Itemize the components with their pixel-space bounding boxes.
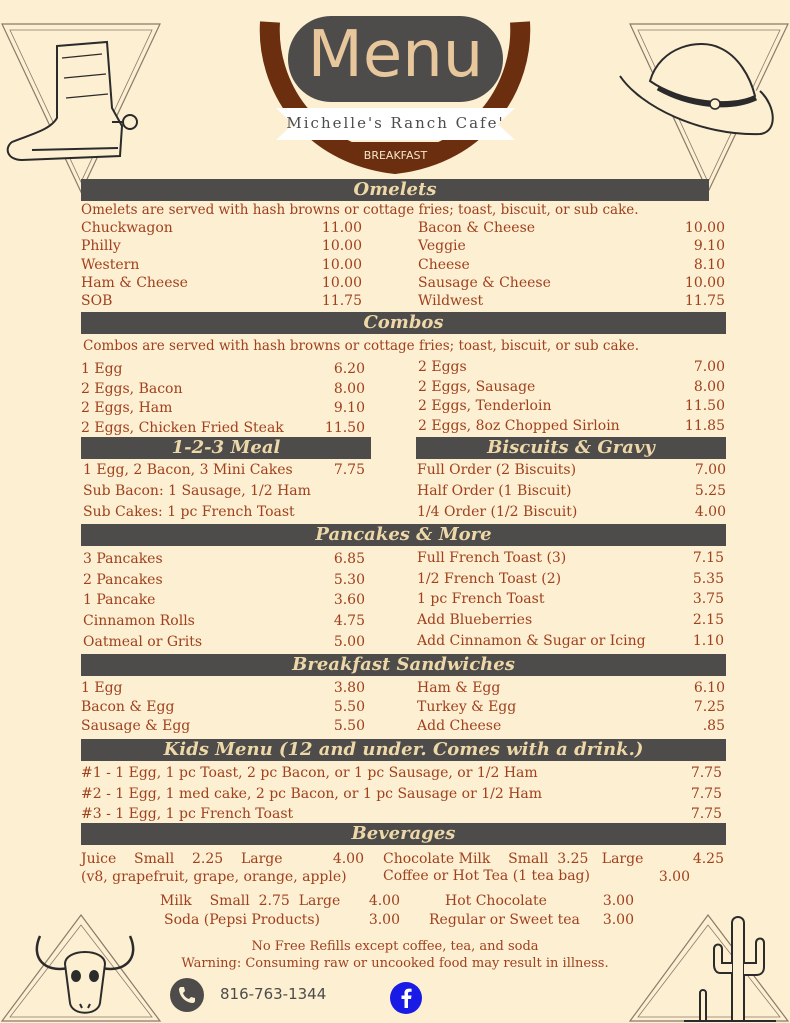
soda-line: Soda (Pepsi Products) xyxy=(164,912,321,928)
menu-item-price: 7.25 xyxy=(693,699,725,715)
menu-item-name: #2 - 1 Egg, 1 med cake, 2 pc Bacon, or 1 pc Sausage or 1/2 Ham xyxy=(81,785,543,802)
milk-price: 4.00 xyxy=(368,893,400,909)
phone-icon xyxy=(170,978,204,1012)
biscuits-heading: Biscuits & Gravy xyxy=(416,437,726,459)
juice-line: Juice Small 2.25 Large xyxy=(81,851,283,867)
menu-item-name: #3 - 1 Egg, 1 pc French Toast xyxy=(81,806,294,822)
menu-item-price: 11.85 xyxy=(684,418,725,435)
menu-item-name: Add Cheese xyxy=(417,718,502,734)
menu-item-price: 5.00 xyxy=(333,633,365,650)
combos-description: Combos are served with hash browns or cottage fries; toast, biscuit, or sub cake. xyxy=(83,338,639,354)
menu-item-price: 5.30 xyxy=(333,571,365,588)
menu-item-name: Ham & Egg xyxy=(417,680,501,696)
menu-item-name: Cinnamon Rolls xyxy=(83,613,195,630)
menu-item-name: #1 - 1 Egg, 1 pc Toast, 2 pc Bacon, or 1 pc Sausage, or 1/2 Ham xyxy=(81,765,538,781)
menu-item-price: 10.00 xyxy=(321,256,362,273)
menu-item-price: 5.50 xyxy=(333,699,365,715)
menu-item-price: 11.00 xyxy=(321,220,362,236)
menu-item-name: Add Cinnamon & Sugar or Icing xyxy=(417,632,646,649)
sandwiches-heading: Breakfast Sandwiches xyxy=(81,654,726,676)
menu-item-price: 3.80 xyxy=(333,680,365,696)
menu-item-price: 7.75 xyxy=(690,765,722,781)
menu-item-price: 2.15 xyxy=(692,612,724,629)
menu-item-name: Cheese xyxy=(418,256,470,273)
cowboy-boot-icon xyxy=(2,38,152,168)
omelets-heading: Omelets xyxy=(81,179,709,201)
menu-item-name: Western xyxy=(81,256,140,273)
menu-item-name: Chuckwagon xyxy=(81,220,173,236)
menu-item-name: Sub Bacon: 1 Sausage, 1/2 Ham xyxy=(83,483,311,499)
menu-item-name: 1/2 French Toast (2) xyxy=(417,570,562,587)
menu-item-price: 5.25 xyxy=(694,483,726,499)
menu-item-price: 9.10 xyxy=(333,400,365,417)
menu-item-name: Sausage & Egg xyxy=(81,718,191,734)
facebook-icon xyxy=(390,982,422,1014)
facebook-link[interactable] xyxy=(390,982,422,1014)
menu-item-price: 11.75 xyxy=(321,293,362,310)
milk-line: Milk Small 2.75 Large xyxy=(160,893,341,909)
menu-item-name: Bacon & Egg xyxy=(81,699,175,715)
menu-item-price: 10.00 xyxy=(321,238,362,255)
cafe-name: Michelle's Ranch Cafe' xyxy=(286,114,505,132)
menu-item-name: Add Blueberries xyxy=(417,612,533,629)
menu-item-price: 10.00 xyxy=(684,220,725,236)
menu-item-price: 1.10 xyxy=(692,632,724,649)
coffee-price: 3.00 xyxy=(658,869,690,885)
menu-item-price: 4.00 xyxy=(694,504,726,520)
beverages-heading: Beverages xyxy=(81,823,726,845)
menu-item-name: 2 Eggs, Bacon xyxy=(81,380,183,397)
menu-item-price: 10.00 xyxy=(321,274,362,291)
menu-item-name: Sub Cakes: 1 pc French Toast xyxy=(83,504,295,520)
menu-item-name: Veggie xyxy=(418,238,466,255)
chocolate-milk-line: Chocolate Milk Small 3.25 Large xyxy=(383,851,644,867)
menu-item-price: 9.10 xyxy=(693,238,725,255)
header-logo xyxy=(258,4,533,174)
menu-item-price: 10.00 xyxy=(684,274,725,291)
menu-item-name: 2 Eggs, Tenderloin xyxy=(418,398,552,415)
tea-price: 3.00 xyxy=(602,912,634,928)
menu-item-name: Ham & Cheese xyxy=(81,274,188,291)
menu-item-price: 8.10 xyxy=(693,256,725,273)
phone-number[interactable]: 816-763-1344 xyxy=(220,985,327,1003)
menu-item-price: 7.75 xyxy=(333,462,365,478)
refills-notice: No Free Refills except coffee, tea, and soda xyxy=(251,939,539,954)
hot-chocolate-price: 3.00 xyxy=(602,893,634,909)
menu-item-name: 1 Egg xyxy=(81,361,123,377)
juice-note: (v8, grapefruit, grape, orange, apple) xyxy=(81,869,347,885)
menu-item-price: 8.00 xyxy=(333,380,365,397)
menu-item-price: 7.00 xyxy=(694,462,726,478)
menu-item-name: 2 Eggs, Ham xyxy=(81,400,173,417)
menu-item-name: 2 Pancakes xyxy=(83,571,163,588)
menu-item-price: 4.75 xyxy=(333,613,365,630)
chocolate-milk-price: 4.25 xyxy=(692,851,724,867)
menu-item-name: 1 Pancake xyxy=(83,592,156,609)
menu-item-name: 2 Eggs xyxy=(418,359,467,375)
menu-item-name: Full Order (2 Biscuits) xyxy=(417,462,577,478)
menu-item-price: 6.10 xyxy=(693,680,725,696)
coffee-line: Coffee or Hot Tea (1 tea bag) xyxy=(383,868,590,884)
menu-item-name: Full French Toast (3) xyxy=(417,550,567,566)
menu-item-price: 11.50 xyxy=(684,398,725,415)
menu-item-price: 7.15 xyxy=(692,550,724,566)
menu-item-price: 6.20 xyxy=(333,361,365,377)
menu-item-price: 11.50 xyxy=(324,420,365,437)
menu-item-name: SOB xyxy=(81,293,113,310)
cowboy-hat-icon xyxy=(610,36,780,146)
menu-item-name: 2 Eggs, 8oz Chopped Sirloin xyxy=(418,418,620,435)
menu-item-price: 7.00 xyxy=(693,359,725,375)
menu-item-name: Bacon & Cheese xyxy=(418,220,536,236)
menu-item-price: 7.75 xyxy=(690,785,722,802)
menu-item-price: 8.00 xyxy=(693,378,725,395)
menu-item-price: 6.85 xyxy=(333,551,365,567)
meal123-heading: 1-2-3 Meal xyxy=(81,437,371,459)
raw-food-warning: Warning: Consuming raw or uncooked food may result in illness. xyxy=(181,956,609,971)
menu-item-name: 2 Eggs, Chicken Fried Steak xyxy=(81,420,284,437)
menu-item-price: 5.35 xyxy=(692,570,724,587)
menu-item-price: 3.75 xyxy=(692,591,724,608)
menu-item-name: 1/4 Order (1/2 Biscuit) xyxy=(417,504,578,520)
omelets-description: Omelets are served with hash browns or cottage fries; toast, biscuit, or sub cake. xyxy=(81,202,639,218)
menu-item-price: 11.75 xyxy=(684,293,725,310)
menu-item-name: 1 Egg xyxy=(81,680,123,696)
combos-heading: Combos xyxy=(81,312,726,334)
menu-title: Menu xyxy=(307,18,484,92)
menu-item-name: Philly xyxy=(81,238,121,255)
menu-item-name: Half Order (1 Biscuit) xyxy=(417,483,572,499)
tea-line: Regular or Sweet tea xyxy=(429,912,580,928)
menu-item-price: 5.50 xyxy=(333,718,365,734)
phone-button[interactable] xyxy=(170,978,204,1012)
menu-item-name: Sausage & Cheese xyxy=(418,274,551,291)
menu-item-name: Turkey & Egg xyxy=(417,699,517,715)
menu-item-name: Oatmeal or Grits xyxy=(83,633,203,650)
hot-chocolate-line: Hot Chocolate xyxy=(445,893,547,909)
soda-price: 3.00 xyxy=(368,912,400,928)
pancakes-heading: Pancakes & More xyxy=(81,524,726,546)
juice-price: 4.00 xyxy=(332,851,364,867)
menu-item-name: 1 Egg, 2 Bacon, 3 Mini Cakes xyxy=(83,462,293,478)
kids-heading: Kids Menu (12 and under. Comes with a drink.) xyxy=(81,739,726,761)
menu-item-price: .85 xyxy=(702,718,725,734)
menu-item-price: 3.60 xyxy=(333,592,365,609)
menu-item-name: Wildwest xyxy=(418,293,484,310)
menu-item-price: 7.75 xyxy=(690,806,722,822)
menu-item-name: 3 Pancakes xyxy=(83,551,163,567)
menu-item-name: 1 pc French Toast xyxy=(417,591,545,608)
menu-item-name: 2 Eggs, Sausage xyxy=(418,378,536,395)
breakfast-label: BREAKFAST xyxy=(363,149,428,162)
